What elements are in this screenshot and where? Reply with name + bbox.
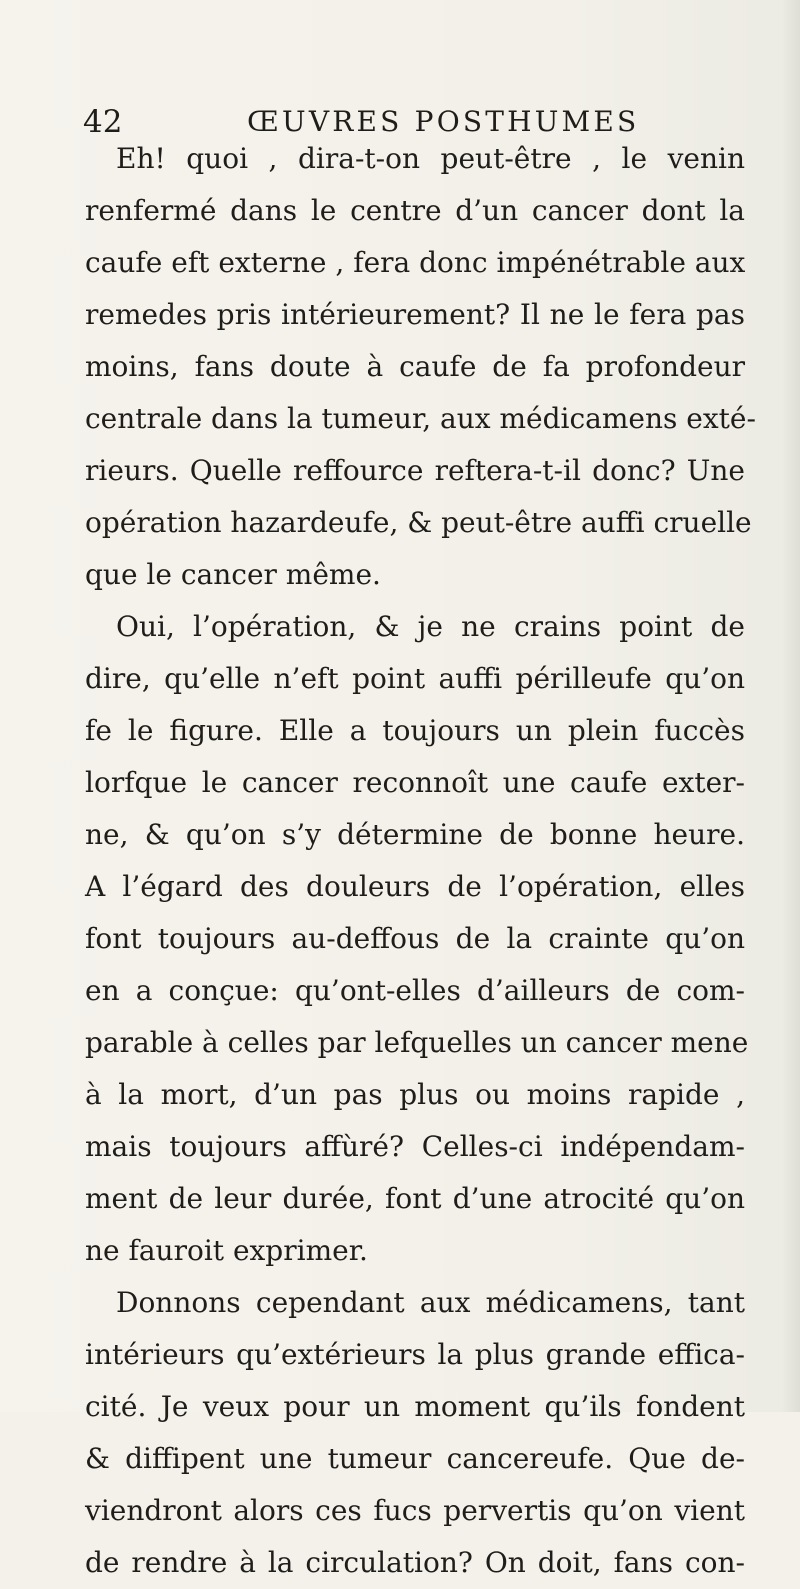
- text-line: lorfque le cancer reconnoît une caufe exter-: [85, 766, 745, 799]
- text-line: mais toujours affùré? Celles-ci indépendam-: [85, 1130, 745, 1163]
- text-line: font toujours au-deffous de la crainte qu’on: [85, 922, 745, 955]
- text-line: dire, qu’elle n’eft point auffi périlleufe qu’on: [85, 662, 745, 695]
- text-line: de rendre à la circulation? On doit, fans con-: [85, 1546, 745, 1579]
- text-line: en a conçue: qu’ont-elles d’ailleurs de com-: [85, 974, 745, 1007]
- text-line: que le cancer même.: [85, 558, 381, 591]
- text-line: renfermé dans le centre d’un cancer dont la: [85, 194, 745, 227]
- page-number: 42: [83, 104, 123, 140]
- text-line: ne fauroit exprimer.: [85, 1234, 368, 1267]
- text-line: caufe eft externe , fera donc impénétrable aux: [85, 246, 746, 279]
- text-line: cité. Je veux pour un moment qu’ils fondent: [85, 1390, 745, 1423]
- text-line: ment de leur durée, font d’une atrocité qu’on: [85, 1182, 745, 1215]
- text-line: viendront alors ces fucs pervertis qu’on vient: [85, 1494, 745, 1527]
- text-line: A l’égard des douleurs de l’opération, elles: [85, 870, 745, 903]
- text-line: rieurs. Quelle reffource reftera-t-il donc? Une: [85, 454, 745, 487]
- text-line: Donnons cependant aux médicamens, tant: [116, 1286, 745, 1319]
- text-line: ne, & qu’on s’y détermine de bonne heure.: [85, 818, 745, 851]
- text-line: fe le figure. Elle a toujours un plein fuccès: [85, 714, 745, 747]
- page-edge-shadow: [782, 0, 800, 1412]
- text-line: Oui, l’opération, & je ne crains point de: [116, 610, 745, 643]
- text-line: intérieurs qu’extérieurs la plus grande effica-: [85, 1338, 745, 1371]
- running-title: ŒUVRES POSTHUMES: [247, 105, 640, 138]
- text-line: moins, fans doute à caufe de fa profondeur: [85, 350, 745, 383]
- text-line: à la mort, d’un pas plus ou moins rapide ,: [85, 1078, 745, 1111]
- text-line: Eh! quoi , dira-t-on peut-être , le venin: [116, 142, 745, 175]
- text-line: opération hazardeufe, & peut-être auffi cruelle: [85, 506, 752, 539]
- text-line: & diffipent une tumeur cancereufe. Que de-: [85, 1442, 745, 1475]
- text-line: centrale dans la tumeur, aux médicamens exté-: [85, 402, 756, 435]
- text-line: remedes pris intérieurement? Il ne le fera pas: [85, 298, 745, 331]
- text-line: parable à celles par lefquelles un cancer mene: [85, 1026, 749, 1059]
- body-text: [85, 133, 756, 1589]
